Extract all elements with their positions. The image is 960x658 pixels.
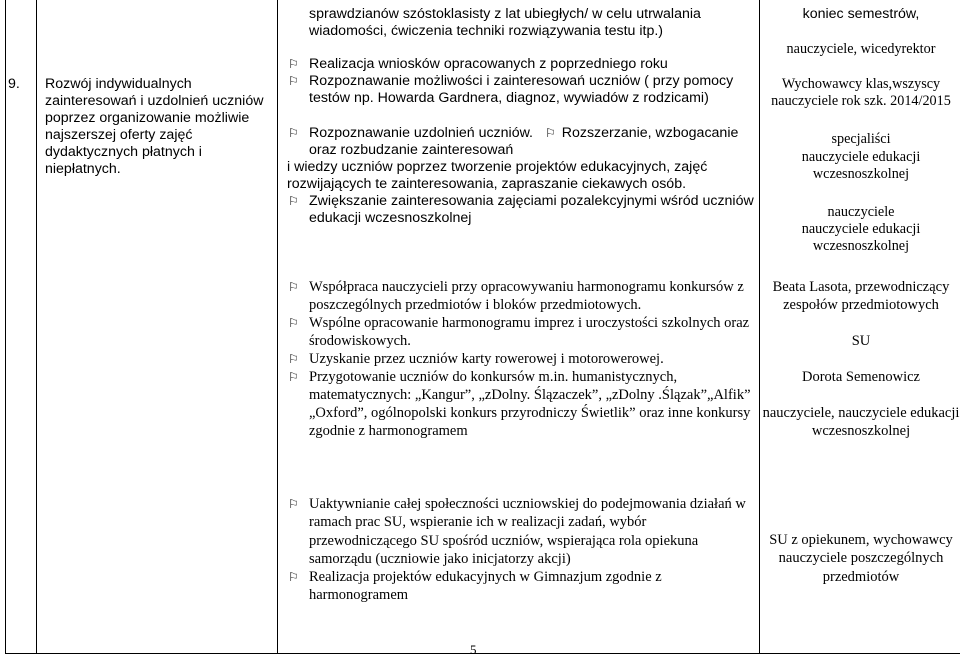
page-number: 5 (470, 642, 477, 657)
responsible-r2: nauczyciele, wicedyrektor (786, 41, 936, 57)
table-border-left (5, 0, 6, 654)
list-item: ⚐ Rozpoznawanie uzdolnień uczniów. ⚐ Rozszerzanie, wzbogacanie oraz rozbudzanie zainteresowań (288, 125, 739, 158)
flag-bullet-icon: ⚐ (288, 570, 299, 585)
actions-block-2 (287, 278, 757, 440)
flag-bullet-icon: ⚐ (288, 57, 299, 71)
responsible-r4: specjaliści (831, 131, 891, 147)
flag-bullet-icon: ⚐ (288, 74, 299, 88)
responsible-r8: Beata Lasota, przewodniczący zespołów przedmiotowych (772, 279, 950, 313)
actions-block-3 (287, 495, 757, 605)
flag-bullet-icon: ⚐ (288, 316, 299, 330)
list-item: ⚐ Uzyskanie przez uczniów karty rowerowej i motorowerowej. (288, 351, 664, 367)
responsible-r6: nauczyciele (827, 204, 895, 220)
responsible-r7: nauczyciele edukacji wczesnoszkolnej (801, 221, 921, 255)
row-number: 9. (8, 76, 20, 92)
responsible-r11: nauczyciele, nauczyciele edukacji wczesnoszkolnej (762, 405, 960, 439)
responsible-r12: SU z opiekunem, wychowawcy nauczyciele poszczególnych przedmiotów (769, 532, 953, 585)
list-item: ⚐ Wspólne opracowanie harmonogramu imprez i uroczystości szkolnych oraz środowiskowych. (288, 315, 750, 349)
responsible-r3: Wychowawcy klas,wszyscy nauczyciele rok szk. 2014/2015 (771, 76, 951, 110)
list-item: ⚐ Współpraca nauczycieli przy opracowywaniu harmonogramu konkursów z poszczególnych przedmiotów i bloków przedmiotowych. (288, 279, 744, 313)
responsible-r5: nauczyciele edukacji wczesnoszkolnej (801, 149, 921, 183)
list-item: ⚐ Uaktywnianie całej społeczności uczniowskiej do podejmowania działań w ramach prac SU, wspieranie ich w realizacji zadań, wybór przewodniczącego SU spośród uczniów, wspierająca rola opiekuna samorządu (uczniowie jako inicjatorzy akcji) (288, 496, 746, 567)
flag-bullet-icon: ⚐ (544, 126, 556, 140)
table-divider-topic (277, 0, 278, 654)
flag-bullet-icon: ⚐ (288, 126, 299, 140)
flag-bullet-icon: ⚐ (288, 194, 299, 208)
responsible-r10: Dorota Semenowicz (802, 369, 920, 385)
continued-text: sprawdzianów szóstoklasisty z lat ubiegłych/ w celu utrwalania wiadomości, ćwiczenia techniki rozwiązywania testu itp.) (309, 6, 701, 39)
row-topic: Rozwój indywidualnych zainteresowań i uzdolnień uczniów poprzez organizowanie możliwie najszerszej oferty zajęć dydaktycznych płatnych i niepłatnych. (45, 76, 264, 177)
list-item: ⚐ Rozpoznawanie możliwości i zainteresowań uczniów ( przy pomocy testów np. Howarda Gardnera, diagnoz, wywiadów z rodzicami) (288, 73, 734, 106)
flag-bullet-icon: ⚐ (288, 370, 299, 384)
flag-bullet-icon: ⚐ (288, 352, 299, 366)
list-item: ⚐ Realizacja projektów edukacyjnych w Gimnazjum zgodnie z harmonogramem (288, 569, 662, 604)
list-item: ⚐ Realizacja wniosków opracowanych z poprzedniego roku (288, 56, 668, 72)
table-divider-actions (759, 0, 760, 654)
list-item-continuation: i wiedzy uczniów poprzez tworzenie projektów edukacyjnych, zajęć rozwijających te zainteresowania, zapraszanie ciekawych osób. (287, 159, 708, 192)
responsible-r1: koniec semestrów, (802, 6, 920, 22)
list-item: ⚐ Zwiększanie zainteresowania zajęciami pozalekcyjnymi wśród uczniów edukacji wczesnoszkolnej (288, 193, 754, 226)
actions-block-1 (287, 6, 757, 227)
table-divider-number (36, 0, 37, 654)
flag-bullet-icon: ⚐ (288, 280, 299, 294)
flag-bullet-icon: ⚐ (288, 497, 299, 511)
list-item: ⚐ Przygotowanie uczniów do konkursów m.in. humanistycznych, matematycznych: „Kangur”, „zDolny. Ślązaczek”, „zDolny .Ślązak”„Alfik” „Oxford”, ogólnopolski konkurs przyrodniczy Świetlik” oraz inne konkursy zgodnie z harmonogramem (288, 369, 751, 439)
responsible-r9: SU (851, 333, 871, 349)
table-border-bottom (5, 653, 960, 654)
